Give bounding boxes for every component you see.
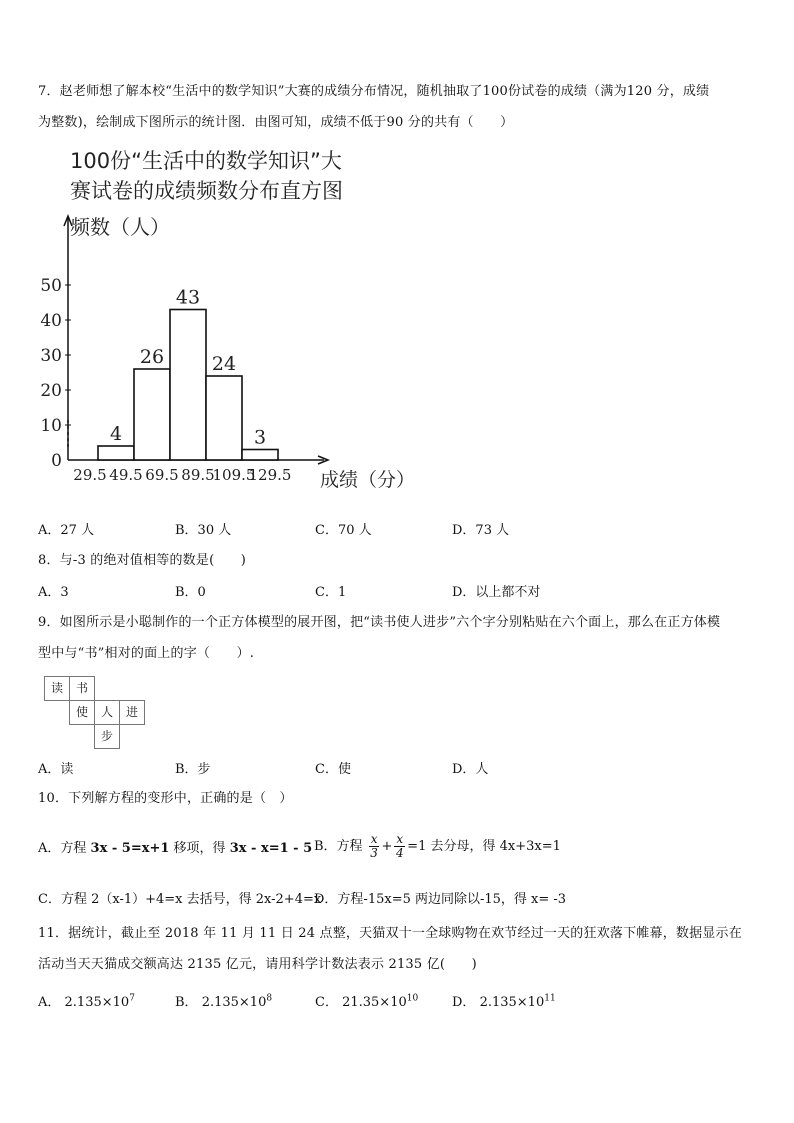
- q7-stem-line1: 7．赵老师想了解本校“生活中的数学知识”大赛的成绩分布情况，随机抽取了100份试卷的成绩（满为120 分，成绩: [38, 84, 710, 99]
- q10-options-row2: [38, 888, 758, 908]
- x-tick-label-69.5: 69.5: [145, 466, 179, 484]
- question-9: [38, 607, 758, 669]
- histogram-figure: [38, 146, 438, 496]
- y-axis-label: 频数（人）: [70, 215, 170, 239]
- x-tick-label-129.5: 129.5: [248, 466, 292, 484]
- y-tick-label-10: 10: [40, 416, 62, 436]
- q10-options-row1: [38, 833, 758, 861]
- y-tick-label-50: 50: [40, 276, 62, 296]
- q10-option-a-result: 3x - x=1 - 5: [229, 841, 313, 856]
- question-11: [38, 918, 758, 980]
- q7-option-a[interactable]: A．27 人: [38, 523, 95, 538]
- q8-stem: 8．与-3 的绝对值相等的数是( ): [38, 553, 247, 568]
- question-10: [38, 783, 758, 814]
- net-face-shi: 使: [69, 700, 95, 725]
- q10-option-a-step: 移项，得: [173, 841, 226, 856]
- q11-options: [38, 991, 758, 1011]
- q7-option-c[interactable]: C．70 人: [315, 523, 372, 538]
- q9-option-c[interactable]: C．使: [315, 762, 351, 777]
- q8-options: [38, 581, 758, 601]
- q10-option-a-equation: 3x - 5=x+1: [90, 841, 170, 856]
- q11-option-b[interactable]: B． $2.135\times 10^8$: [175, 993, 273, 1010]
- q10-option-b-rest: =1 去分母，得 4x+3x=1: [407, 839, 561, 854]
- x-tick-label-109.5: 109.5: [212, 466, 256, 484]
- histogram-bar: [242, 450, 278, 461]
- q7-option-b[interactable]: B．30 人: [175, 523, 232, 538]
- q8-option-c[interactable]: C．1: [315, 585, 347, 600]
- q8-option-a[interactable]: A．3: [38, 585, 69, 600]
- net-face-bu: 步: [94, 724, 120, 749]
- plus-sign: +: [381, 839, 393, 854]
- y-tick-label-20: 20: [40, 381, 62, 401]
- fraction-x-over-4: $\frac{x}{4}$: [395, 832, 404, 860]
- histogram-chart: [38, 146, 438, 496]
- q8-option-b[interactable]: B．0: [175, 585, 206, 600]
- fraction-x-over-3: $\frac{x}{3}$: [370, 832, 378, 860]
- q11-option-d[interactable]: D． $2.135\times 10^{11}$: [452, 993, 556, 1010]
- histogram-bar: [206, 376, 242, 460]
- q7-options: [38, 519, 758, 539]
- q7-stem-line2: 为整数)，绘制成下图所示的统计图．由图可知，成绩不低于90 分的共有（ ）: [38, 115, 514, 130]
- x-tick-label-29.5: 29.5: [73, 466, 107, 484]
- x-tick-label-89.5: 89.5: [181, 466, 215, 484]
- net-face-ren: 人: [94, 700, 120, 725]
- q10-stem: 10．下列解方程的变形中，正确的是（ ）: [38, 791, 293, 806]
- q11-option-a[interactable]: A． $2.135\times 10^7$: [38, 993, 135, 1010]
- x-tick-label-49.5: 49.5: [109, 466, 143, 484]
- x-axis-label: 成绩（分）: [320, 469, 416, 491]
- q9-option-d[interactable]: D．人: [452, 762, 489, 777]
- q9-stem-line2: 型中与“书”相对的面上的字（ ）.: [38, 646, 255, 661]
- q11-stem-line1: 11．据统计，截止至 2018 年 11 月 11 日 24 点整，天猫双十一全球购物在欢节经过一天的狂欢落下帷幕，数据显示在: [38, 926, 742, 941]
- net-face-shu: 书: [69, 676, 95, 701]
- bar-value-label: 43: [175, 286, 201, 309]
- q9-option-a[interactable]: A．读: [38, 762, 74, 777]
- bar-value-label: 24: [211, 353, 237, 375]
- q9-options: [38, 758, 758, 778]
- question-7: [38, 76, 758, 138]
- q10-option-c[interactable]: C．方程 2（x-1）+4=x 去括号，得 2x-2+4=x: [38, 892, 322, 907]
- q9-stem-line1: 9．如图所示是小聪制作的一个正方体模型的展开图，把“读书使人进步”六个字分别粘贴在六个面上，那么在正方体模: [38, 615, 721, 630]
- q10-option-b[interactable]: [314, 833, 561, 860]
- bar-value-label: 4: [109, 423, 123, 445]
- q10-option-a[interactable]: [38, 837, 312, 856]
- bar-value-label: 3: [253, 426, 267, 449]
- net-face-jin: 进: [119, 700, 145, 725]
- q11-stem-line2: 活动当天天猫成交额高达 2135 亿元，请用科学计数法表示 2135 亿( ): [38, 957, 477, 972]
- histogram-bar: [134, 369, 170, 460]
- histogram-bar: [98, 446, 134, 460]
- y-tick-label-0: 0: [51, 451, 62, 471]
- q10-option-a-label: A．方程: [38, 841, 87, 856]
- q10-option-d[interactable]: D．方程-15x=5 两边同除以-15，得 x= -3: [314, 892, 567, 907]
- question-8: [38, 545, 758, 576]
- y-tick-label-40: 40: [40, 311, 62, 331]
- histogram-bar: [170, 310, 206, 461]
- q11-option-c[interactable]: C． $21.35\times 10^{10}$: [315, 993, 419, 1010]
- chart-title-line1: 100份“生活中的数学知识”大: [70, 149, 342, 173]
- bar-value-label: 26: [139, 346, 165, 368]
- q9-option-b[interactable]: B．步: [175, 762, 211, 777]
- net-face-du: 读: [44, 676, 70, 701]
- chart-title-line2: 赛试卷的成绩频数分布直方图: [70, 179, 343, 203]
- y-tick-label-30: 30: [40, 346, 62, 366]
- q10-option-b-label: B．方程: [314, 839, 363, 854]
- q8-option-d[interactable]: D．以上都不对: [452, 585, 541, 600]
- q7-option-d[interactable]: D．73 人: [452, 523, 510, 538]
